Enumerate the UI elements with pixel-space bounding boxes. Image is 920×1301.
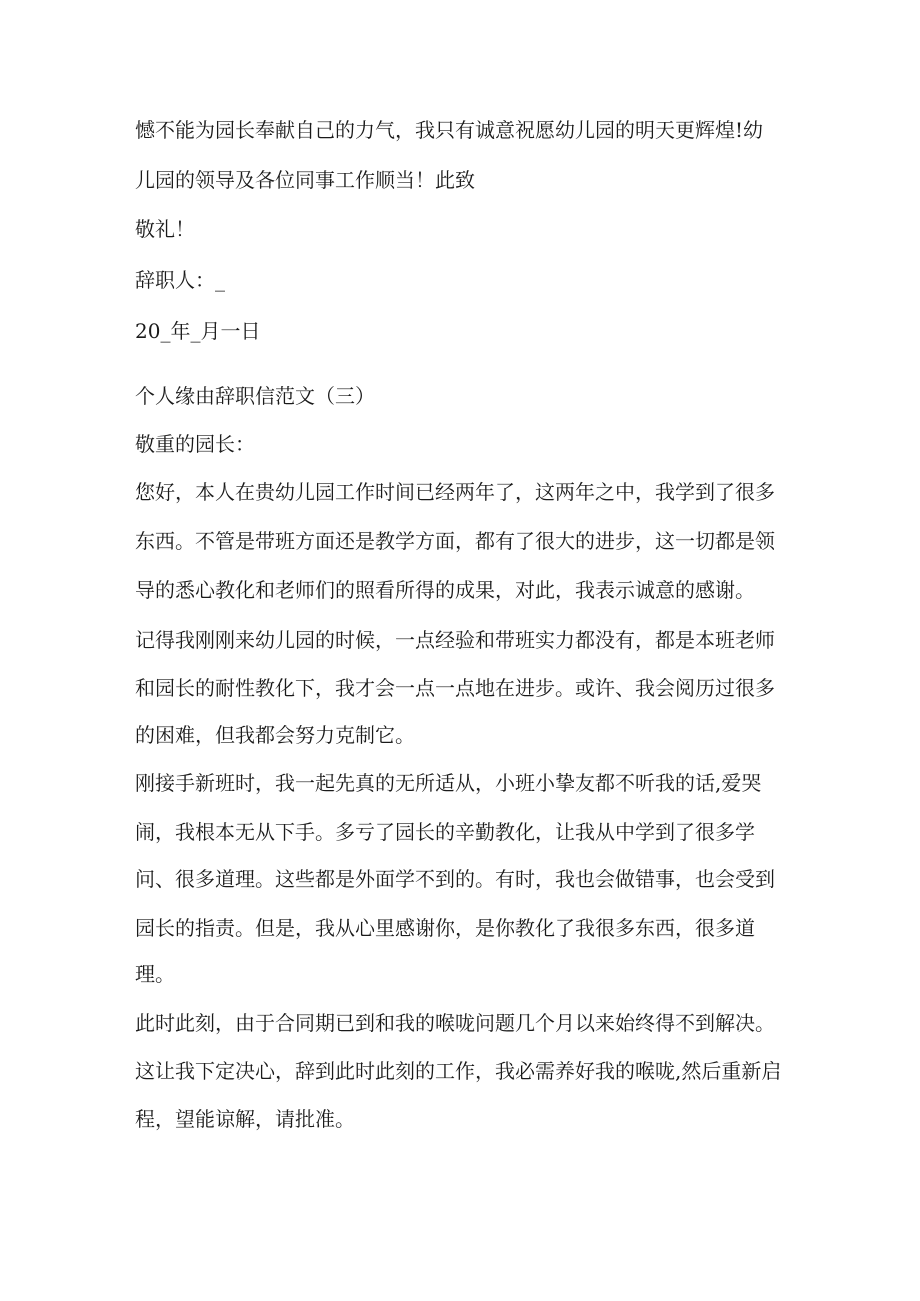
text-line: 导的悉心教化和老师们的照看所得的成果，对此，我表示诚意的感谢。	[135, 578, 755, 602]
text-line: 园长的指责。但是，我从心里感谢你，是你教化了我很多东西，很多道	[135, 916, 755, 940]
text-line: 的困难，但我都会努力克制它。	[135, 723, 415, 747]
text-line: 东西。不管是带班方面还是教学方面，都有了很大的进步，这一切都是领	[135, 529, 775, 553]
text-line: 程，望能谅解，请批准。	[135, 1107, 355, 1131]
text-line: 刚接手新班时，我一起先真的无所适从，小班小挚友都不听我的话,爱哭	[135, 771, 762, 795]
text-line: 儿园的领导及各位同事工作顺当！此致	[135, 168, 475, 192]
signature-line: 辞职人：_	[135, 268, 225, 292]
text-line: 闹，我根本无从下手。多亏了园长的辛勤教化，让我从中学到了很多学	[135, 820, 755, 844]
closing-salutation: 敬礼！	[135, 217, 195, 241]
text-line: 憾不能为园长奉献自己的力气，我只有诚意祝愿幼儿园的明天更辉煌!幼	[135, 118, 764, 142]
text-line: 和园长的耐性教化下，我才会一点一点地在进步。或许、我会阅历过很多	[135, 676, 775, 700]
date-line: 20_年_月一日	[135, 319, 261, 343]
text-line: 这让我下定决心，辞到此时此刻的工作，我必需养好我的喉咙,然后重新启	[135, 1059, 782, 1083]
text-line: 您好，本人在贵幼儿园工作时间已经两年了，这两年之中，我学到了很多	[135, 480, 775, 504]
text-line: 理。	[135, 962, 175, 986]
section-heading: 个人缘由辞职信范文（三）	[135, 384, 375, 408]
text-line: 问、很多道理。这些都是外面学不到的。有时，我也会做错事，也会受到	[135, 867, 775, 891]
text-line: 记得我刚刚来幼儿园的时候，一点经验和带班实力都没有，都是本班老师	[135, 628, 775, 652]
greeting: 敬重的园长：	[135, 432, 255, 456]
text-line: 此时此刻，由于合同期已到和我的喉咙问题几个月以来始终得不到解决。	[135, 1011, 775, 1035]
